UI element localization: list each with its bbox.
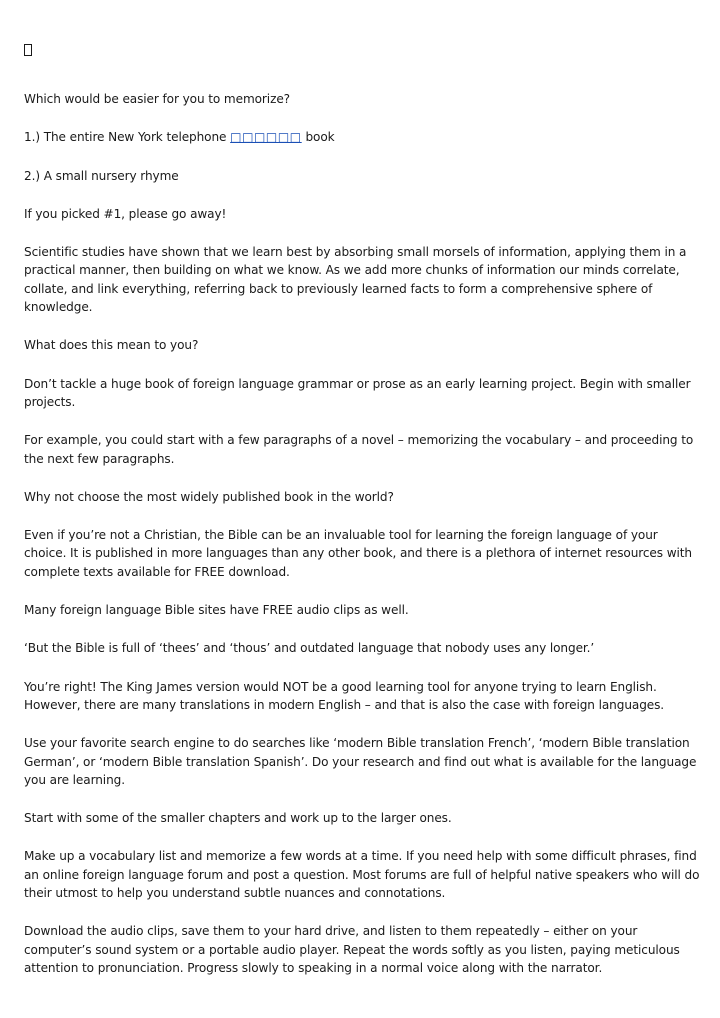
paragraph: For example, you could start with a few paragraphs of a novel – memorizing the vocabulary – and proceeding to the next few paragraphs. xyxy=(24,433,694,466)
paragraph: If you picked #1, please go away! xyxy=(24,206,227,221)
option-2: 2.) A small nursery rhyme xyxy=(24,168,179,183)
option-1-prefix: 1.) The entire New York telephone xyxy=(24,130,227,145)
document-body xyxy=(24,44,700,997)
paragraph: What does this mean to you? xyxy=(24,338,199,353)
paragraph: Don’t tackle a huge book of foreign language grammar or prose as an early learning project. Begin with smaller projects. xyxy=(24,376,691,409)
paragraph: Scientific studies have shown that we learn best by absorbing small morsels of information, applying them in a practical manner, then building on what we know. As we add more chunks of information our minds correlate, collate, and link everything, referring back to previously learned facts to form a comprehensive sphere of knowledge. xyxy=(24,245,687,315)
paragraph: Start with some of the smaller chapters and work up to the larger ones. xyxy=(24,811,452,826)
missing-glyph-icon xyxy=(24,44,32,56)
option-1 xyxy=(24,128,700,146)
paragraph: You’re right! The King James version would NOT be a good learning tool for anyone trying to learn English. However, there are many translations in modern English – and that is also the case with foreign languages. xyxy=(24,679,665,712)
paragraph: Many foreign language Bible sites have FREE audio clips as well. xyxy=(24,603,409,618)
paragraph: Download the audio clips, save them to your hard drive, and listen to them repeatedly – either on your computer’s sound system or a portable audio player. Repeat the words softly as you listen, paying meticulous attention to pronunciation. Progress slowly to speaking in a normal voice along with the narrator. xyxy=(24,924,680,975)
intro-question: Which would be easier for you to memorize? xyxy=(24,92,290,106)
paragraph: Why not choose the most widely published book in the world? xyxy=(24,489,394,504)
paragraph: Use your favorite search engine to do searches like ‘modern Bible translation French’, ‘modern Bible translation German’, or ‘modern Bible translation Spanish’. Do your research and find out what is available for the language you are learning. xyxy=(24,736,697,787)
option-1-suffix: book xyxy=(305,130,335,145)
paragraph: ‘But the Bible is full of ‘thees’ and ‘thous’ and outdated language that nobody uses any longer.’ xyxy=(24,641,595,656)
inline-link[interactable]: □□□□□□ xyxy=(230,130,302,145)
paragraph: Make up a vocabulary list and memorize a few words at a time. If you need help with some difficult phrases, find an online foreign language forum and post a question. Most forums are full of helpful native speakers who will do their utmost to help you understand subtle nuances and connotations. xyxy=(24,849,700,901)
paragraph: Even if you’re not a Christian, the Bible can be an invaluable tool for learning the foreign language of your choice. It is published in more languages than any other book, and there is a plethora of internet resources with complete texts available for FREE download. xyxy=(24,528,692,579)
